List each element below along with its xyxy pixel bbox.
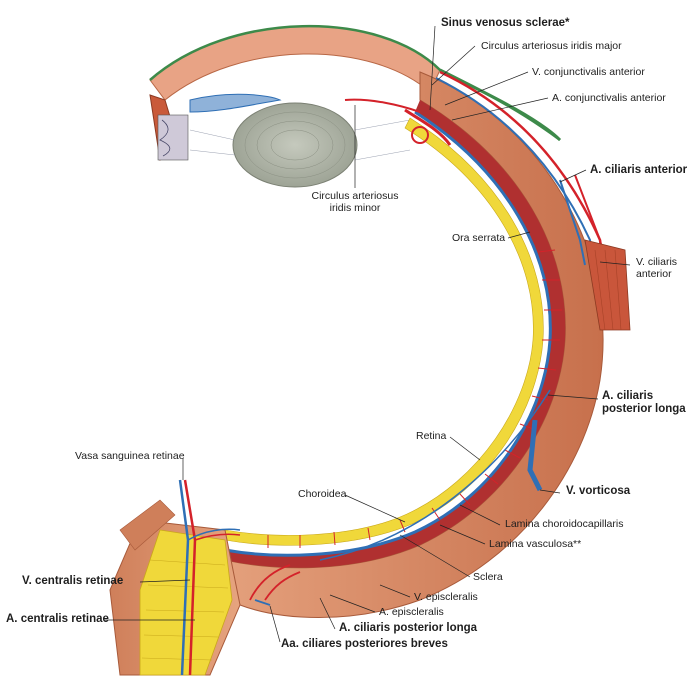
- cornea: [150, 26, 440, 100]
- label-retina: Retina: [416, 430, 447, 442]
- label-a-ciliaris-posterior-longa-right-line2: posterior longa: [602, 403, 686, 415]
- label-vasa-sanguinea-retinae: Vasa sanguinea retinae: [75, 450, 185, 462]
- label-lamina-choroidocapillaris: Lamina choroidocapillaris: [505, 518, 624, 530]
- label-v-conjunctivalis-anterior: V. conjunctivalis anterior: [532, 66, 645, 78]
- label-lamina-vasculosa: Lamina vasculosa**: [489, 538, 582, 550]
- label-a-ciliaris-posterior-longa-bottom: A. ciliaris posterior longa: [339, 622, 478, 634]
- label-v-vorticosa: V. vorticosa: [566, 485, 631, 497]
- label-v-ciliaris-anterior-line2: anterior: [636, 268, 672, 280]
- label-circulus-iridis-minor: [310, 190, 400, 214]
- label-a-ciliaris-posterior-longa-right: [602, 390, 686, 416]
- label-sclera: Sclera: [473, 571, 503, 583]
- label-a-centralis-retinae: A. centralis retinae: [6, 613, 109, 625]
- lens: [233, 103, 357, 187]
- label-v-episcleralis: V. episcleralis: [414, 591, 478, 603]
- label-a-conjunctivalis-anterior: A. conjunctivalis anterior: [552, 92, 666, 104]
- label-sinus-venosus-sclerae: Sinus venosus sclerae*: [441, 17, 570, 29]
- label-v-ciliaris-anterior-line1: V. ciliaris: [636, 256, 678, 268]
- label-a-episcleralis: A. episcleralis: [379, 606, 444, 618]
- label-v-ciliaris-anterior: [636, 256, 677, 280]
- label-ora-serrata: Ora serrata: [452, 232, 506, 244]
- label-circulus-iridis-minor-line2: iridis minor: [329, 202, 381, 214]
- label-circulus-iridis-minor-line1: Circulus arteriosus: [311, 190, 399, 202]
- label-aa-ciliares-posteriores-breves: Aa. ciliares posteriores breves: [281, 638, 448, 650]
- label-a-ciliaris-posterior-longa-right-line1: A. ciliaris: [602, 390, 654, 402]
- label-choroidea: Choroidea: [298, 488, 347, 500]
- label-circulus-iridis-major: Circulus arteriosus iridis major: [481, 40, 622, 52]
- label-a-ciliaris-anterior: A. ciliaris anterior: [590, 164, 688, 176]
- label-v-centralis-retinae: V. centralis retinae: [22, 575, 124, 587]
